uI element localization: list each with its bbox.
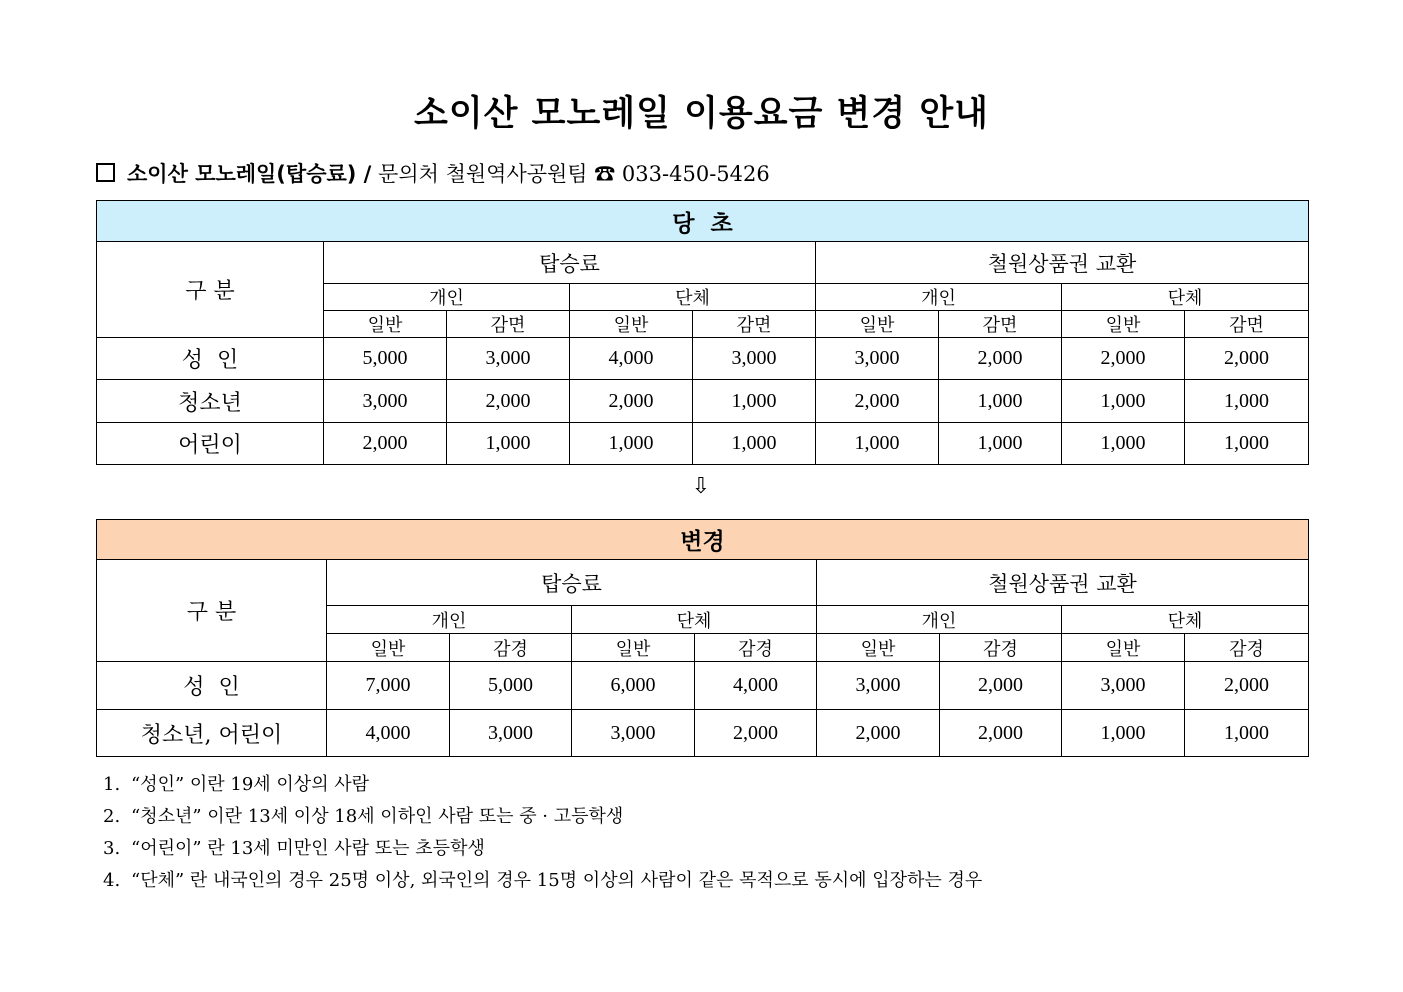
fare-cell: 4,000 <box>327 710 450 757</box>
contact-info: 문의처 철원역사공원팀 ☎ 033-450-5426 <box>378 162 770 186</box>
fare-cell: 1,000 <box>939 380 1062 423</box>
fare-cell: 6,000 <box>572 662 695 710</box>
fare-cell: 1,000 <box>1185 380 1309 423</box>
list-item <box>103 801 982 833</box>
group-header-fare: 탑승료 <box>327 560 817 606</box>
table-row <box>97 338 1309 380</box>
subheader-general: 일반 <box>324 311 447 338</box>
fare-cell: 2,000 <box>940 662 1062 710</box>
subheader-discount: 감면 <box>1185 311 1309 338</box>
fare-cell: 1,000 <box>1185 423 1309 465</box>
fare-table-before <box>96 200 1309 465</box>
subheader-general: 일반 <box>570 311 693 338</box>
subheader-general: 일반 <box>817 634 940 662</box>
subheader-general: 일반 <box>1062 634 1185 662</box>
table-band-after: 변경 <box>97 520 1309 560</box>
subheader-individual: 개인 <box>324 284 570 311</box>
subheader-group: 단체 <box>572 606 817 634</box>
subheader-individual: 개인 <box>817 606 1062 634</box>
fare-cell: 5,000 <box>324 338 447 380</box>
list-item <box>103 769 982 801</box>
group-header-voucher: 철원상품권 교환 <box>817 560 1309 606</box>
category-header: 구 분 <box>97 242 324 338</box>
subheader-discount: 감면 <box>447 311 570 338</box>
note-text: “청소년” 이란 13세 이상 18세 이하인 사람 또는 중 · 고등학생 <box>131 806 624 827</box>
fare-cell: 3,000 <box>1062 662 1185 710</box>
fare-cell: 3,000 <box>450 710 572 757</box>
fare-cell: 4,000 <box>695 662 817 710</box>
fare-cell: 1,000 <box>693 380 816 423</box>
fare-cell: 1,000 <box>447 423 570 465</box>
subheader-discount: 감면 <box>693 311 816 338</box>
subheader-group: 단체 <box>1062 284 1309 311</box>
note-number: 3. <box>103 838 121 859</box>
row-label: 성 인 <box>97 338 324 380</box>
note-number: 1. <box>103 774 121 795</box>
fare-cell: 3,000 <box>572 710 695 757</box>
row-label: 청소년 <box>97 380 324 423</box>
fare-cell: 2,000 <box>939 338 1062 380</box>
fare-cell: 3,000 <box>447 338 570 380</box>
fare-cell: 1,000 <box>1062 710 1185 757</box>
square-bullet-icon <box>96 163 115 182</box>
page-title: 소이산 모노레일 이용요금 변경 안내 <box>414 94 989 134</box>
fare-cell: 2,000 <box>940 710 1062 757</box>
fare-cell: 3,000 <box>693 338 816 380</box>
fare-cell: 1,000 <box>570 423 693 465</box>
fare-cell: 2,000 <box>1185 662 1309 710</box>
subheader-discount: 감면 <box>939 311 1062 338</box>
group-header-fare: 탑승료 <box>324 242 816 284</box>
fare-cell: 1,000 <box>693 423 816 465</box>
row-label: 청소년, 어린이 <box>97 710 327 757</box>
fare-cell: 2,000 <box>324 423 447 465</box>
fare-cell: 3,000 <box>817 662 940 710</box>
subheader-individual: 개인 <box>327 606 572 634</box>
subheader-individual: 개인 <box>816 284 1062 311</box>
section-heading <box>96 158 770 188</box>
table-row <box>97 380 1309 423</box>
fare-cell: 2,000 <box>1185 338 1309 380</box>
note-number: 4. <box>103 870 121 891</box>
fare-cell: 1,000 <box>1062 423 1185 465</box>
fare-cell: 2,000 <box>816 380 939 423</box>
note-text: “어린이” 란 13세 미만인 사람 또는 초등학생 <box>131 838 485 859</box>
fare-cell: 3,000 <box>816 338 939 380</box>
fare-cell: 1,000 <box>1185 710 1309 757</box>
fare-cell: 1,000 <box>1062 380 1185 423</box>
fare-cell: 5,000 <box>450 662 572 710</box>
fare-cell: 2,000 <box>1062 338 1185 380</box>
subheader-discount: 감경 <box>940 634 1062 662</box>
fare-cell: 3,000 <box>324 380 447 423</box>
table-row <box>97 710 1309 757</box>
fare-table-after <box>96 519 1309 757</box>
subheader-general: 일반 <box>816 311 939 338</box>
notes-list <box>103 769 982 897</box>
list-item <box>103 865 982 897</box>
list-item <box>103 833 982 865</box>
section-label: 소이산 모노레일(탑승료) / <box>127 162 372 186</box>
group-header-voucher: 철원상품권 교환 <box>816 242 1309 284</box>
subheader-group: 단체 <box>1062 606 1309 634</box>
fare-cell: 2,000 <box>695 710 817 757</box>
fare-cell: 4,000 <box>570 338 693 380</box>
down-arrow-icon: ⇩ <box>691 474 711 499</box>
subheader-general: 일반 <box>1062 311 1185 338</box>
fare-cell: 2,000 <box>817 710 940 757</box>
fare-cell: 2,000 <box>447 380 570 423</box>
fare-cell: 2,000 <box>570 380 693 423</box>
table-band-before: 당 초 <box>97 201 1309 242</box>
fare-cell: 1,000 <box>816 423 939 465</box>
subheader-discount: 감경 <box>695 634 817 662</box>
table-row <box>97 662 1309 710</box>
category-header: 구 분 <box>97 560 327 662</box>
note-number: 2. <box>103 806 121 827</box>
subheader-discount: 감경 <box>1185 634 1309 662</box>
note-text: “단체” 란 내국인의 경우 25명 이상, 외국인의 경우 15명 이상의 사람이 같은 목적으로 동시에 입장하는 경우 <box>131 870 983 891</box>
table-row <box>97 423 1309 465</box>
fare-cell: 1,000 <box>939 423 1062 465</box>
row-label: 성 인 <box>97 662 327 710</box>
note-text: “성인” 이란 19세 이상의 사람 <box>131 774 370 795</box>
row-label: 어린이 <box>97 423 324 465</box>
subheader-discount: 감경 <box>450 634 572 662</box>
fare-cell: 7,000 <box>327 662 450 710</box>
subheader-group: 단체 <box>570 284 816 311</box>
subheader-general: 일반 <box>572 634 695 662</box>
subheader-general: 일반 <box>327 634 450 662</box>
